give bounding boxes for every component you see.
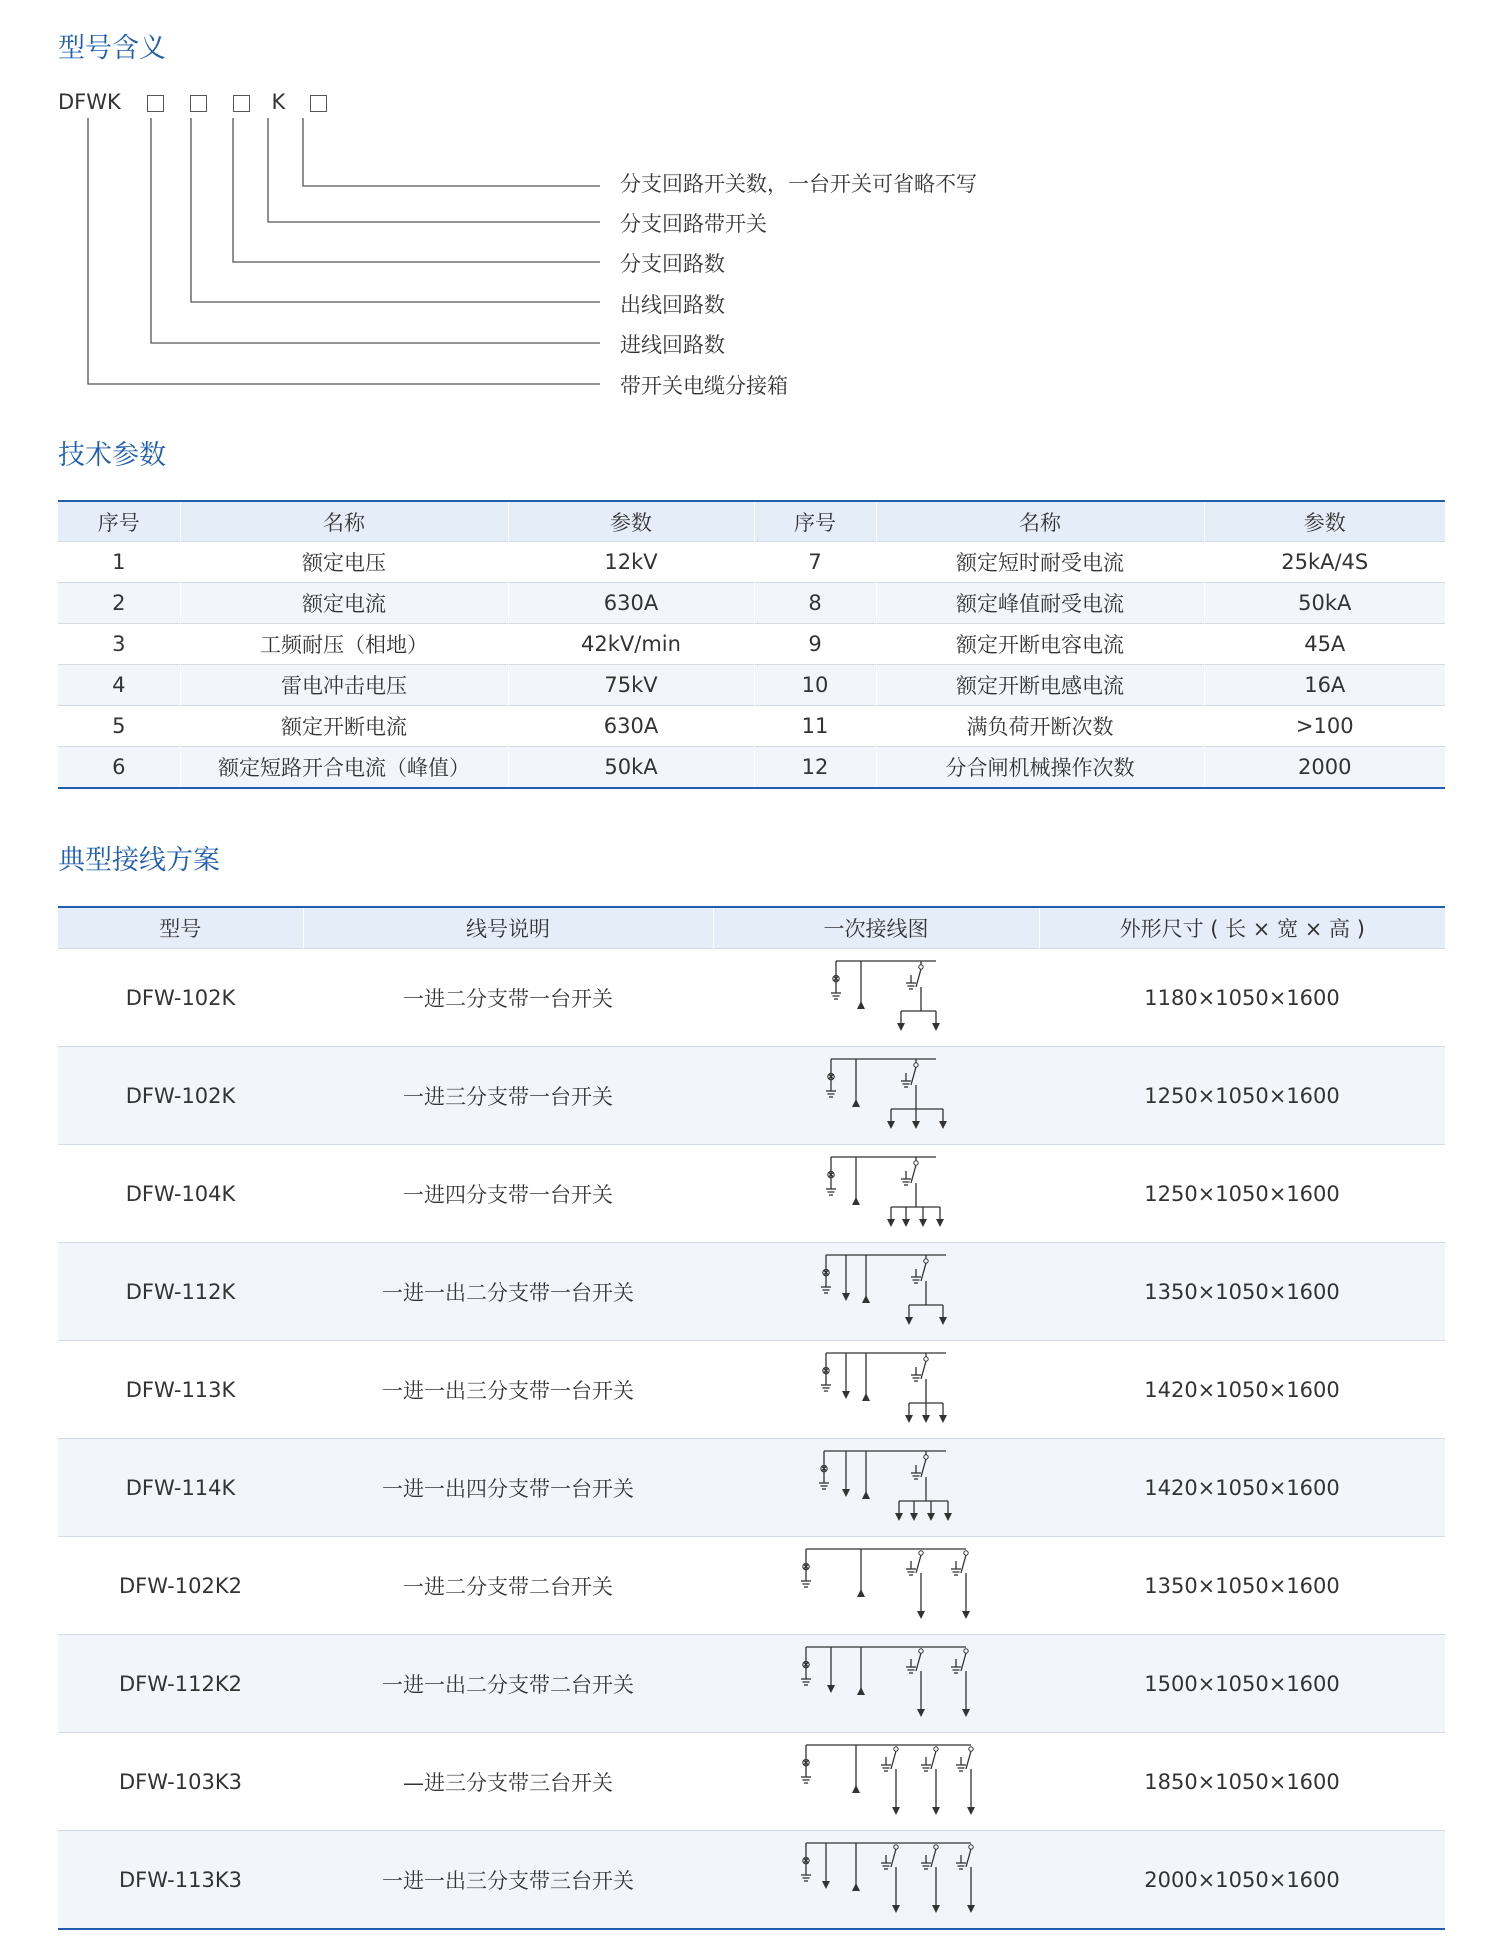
table-cell: 12 (754, 747, 876, 789)
meaning-label-4: 出线回路数 (620, 293, 725, 317)
outgoing-arrow (895, 1513, 903, 1521)
table-row (58, 624, 1445, 665)
table-row (58, 1145, 1445, 1243)
diagram-line (961, 1653, 966, 1671)
table-cell: 额定峰值耐受电流 (876, 583, 1204, 624)
outgoing-arrow (892, 1807, 900, 1815)
incoming-arrow (852, 1785, 860, 1793)
outgoing-arrow (917, 1611, 925, 1619)
section-title-tech-params: 技术参数 (58, 440, 166, 471)
outgoing-arrow (902, 1219, 910, 1227)
diagram-line (916, 1555, 921, 1573)
scheme-header-row (58, 907, 1445, 949)
params-header-cell: 参数 (508, 501, 754, 542)
meaning-label-1: 分支回路开关数，一台开关可省略不写 (620, 172, 977, 196)
table-cell: 1 (58, 542, 180, 583)
switch-contact-icon (924, 1356, 928, 1360)
outgoing-arrow (905, 1317, 913, 1325)
table-cell: 3 (58, 624, 180, 665)
params-header-cell: 参数 (1204, 501, 1445, 542)
wiring-diagram (713, 949, 1039, 1047)
table-cell: 2000 (1204, 747, 1445, 789)
incoming-arrow (857, 1687, 865, 1695)
table-cell: 7 (754, 542, 876, 583)
incoming-arrow (852, 1197, 860, 1205)
outgoing-arrow (842, 1489, 850, 1497)
switch-contact-icon (919, 964, 923, 968)
scheme-desc: 一进四分支带一台开关 (303, 1145, 713, 1243)
table-cell: 10 (754, 665, 876, 706)
scheme-model: DFW-113K3 (58, 1831, 303, 1930)
outgoing-arrow (822, 1881, 830, 1889)
params-header-cell: 序号 (754, 501, 876, 542)
incoming-arrow (852, 1099, 860, 1107)
scheme-model: DFW-113K (58, 1341, 303, 1439)
switch-contact-icon (934, 1844, 938, 1848)
model-code-prefix: DFWK (58, 90, 121, 114)
switch-contact-icon (969, 1746, 973, 1750)
table-cell: 50kA (508, 747, 754, 789)
table-cell: 8 (754, 583, 876, 624)
outgoing-arrow (932, 1023, 940, 1031)
table-cell: 6 (58, 747, 180, 789)
switch-contact-icon (919, 1648, 923, 1652)
scheme-model: DFW-102K (58, 1047, 303, 1145)
wiring-scheme-table (58, 906, 1445, 1930)
outgoing-arrow (927, 1513, 935, 1521)
table-row (58, 1439, 1445, 1537)
outgoing-arrow (910, 1513, 918, 1521)
table-cell: 满负荷开断次数 (876, 706, 1204, 747)
table-row (58, 1243, 1445, 1341)
outgoing-arrow (962, 1709, 970, 1717)
model-meaning-lines (0, 0, 1500, 400)
diagram-line (891, 1849, 896, 1867)
table-cell: 雷电冲击电压 (180, 665, 508, 706)
scheme-size: 1420×1050×1600 (1039, 1439, 1445, 1537)
diagram-line (911, 1165, 916, 1183)
table-cell: 42kV/min (508, 624, 754, 665)
wiring-diagram-svg (726, 1835, 1026, 1925)
table-row (58, 1047, 1445, 1145)
outgoing-arrow (842, 1391, 850, 1399)
table-cell: 25kA/4S (1204, 542, 1445, 583)
table-row (58, 747, 1445, 789)
outgoing-arrow (887, 1219, 895, 1227)
scheme-size: 1350×1050×1600 (1039, 1243, 1445, 1341)
diagram-line (891, 1751, 896, 1769)
scheme-size: 2000×1050×1600 (1039, 1831, 1445, 1930)
scheme-model: DFW-114K (58, 1439, 303, 1537)
scheme-desc: 一进一出四分支带一台开关 (303, 1439, 713, 1537)
wiring-diagram-svg (726, 1639, 1026, 1729)
outgoing-arrow (827, 1685, 835, 1693)
table-cell: 额定开断电感电流 (876, 665, 1204, 706)
table-cell: 16A (1204, 665, 1445, 706)
outgoing-arrow (905, 1415, 913, 1423)
table-cell: 12kV (508, 542, 754, 583)
tech-params-table (58, 500, 1445, 789)
wiring-diagram-svg (726, 1443, 1026, 1533)
scheme-size: 1250×1050×1600 (1039, 1145, 1445, 1243)
section-title-wiring-schemes: 典型接线方案 (58, 845, 220, 876)
scheme-size: 1250×1050×1600 (1039, 1047, 1445, 1145)
outgoing-arrow (842, 1293, 850, 1301)
wiring-diagram-svg (726, 1345, 1026, 1435)
incoming-arrow (857, 1001, 865, 1009)
table-cell: 额定电压 (180, 542, 508, 583)
incoming-arrow (862, 1491, 870, 1499)
outgoing-arrow (919, 1219, 927, 1227)
table-cell: 4 (58, 665, 180, 706)
diagram-line (911, 1067, 916, 1085)
outgoing-arrow (922, 1415, 930, 1423)
outgoing-arrow (932, 1807, 940, 1815)
switch-contact-icon (894, 1746, 898, 1750)
scheme-size: 1350×1050×1600 (1039, 1537, 1445, 1635)
wiring-diagram (713, 1341, 1039, 1439)
switch-contact-icon (934, 1746, 938, 1750)
scheme-model: DFW-112K2 (58, 1635, 303, 1733)
outgoing-arrow (939, 1415, 947, 1423)
outgoing-arrow (897, 1023, 905, 1031)
table-row (58, 542, 1445, 583)
scheme-desc: 一进一出二分支带一台开关 (303, 1243, 713, 1341)
wiring-diagram (713, 1831, 1039, 1930)
table-cell: 额定短时耐受电流 (876, 542, 1204, 583)
table-row (58, 1831, 1445, 1930)
table-row (58, 1635, 1445, 1733)
scheme-model: DFW-112K (58, 1243, 303, 1341)
table-cell: 额定电流 (180, 583, 508, 624)
table-cell: 工频耐压（相地） (180, 624, 508, 665)
switch-contact-icon (964, 1648, 968, 1652)
scheme-size: 1180×1050×1600 (1039, 949, 1445, 1047)
scheme-header-cell: 一次接线图 (713, 907, 1039, 949)
diagram-line (966, 1751, 971, 1769)
switch-contact-icon (919, 1550, 923, 1554)
wiring-diagram-svg (726, 1051, 1026, 1141)
table-row (58, 949, 1445, 1047)
scheme-model: DFW-102K (58, 949, 303, 1047)
scheme-model: DFW-103K3 (58, 1733, 303, 1831)
wiring-diagram (713, 1145, 1039, 1243)
outgoing-arrow (917, 1709, 925, 1717)
wiring-diagram-svg (726, 1149, 1026, 1239)
outgoing-arrow (912, 1121, 920, 1129)
table-cell: 630A (508, 583, 754, 624)
table-row (58, 706, 1445, 747)
scheme-header-cell: 型号 (58, 907, 303, 949)
switch-contact-icon (924, 1258, 928, 1262)
params-header-cell: 序号 (58, 501, 180, 542)
table-cell: >100 (1204, 706, 1445, 747)
model-code-letter: K (271, 90, 286, 114)
outgoing-arrow (932, 1905, 940, 1913)
outgoing-arrow (967, 1807, 975, 1815)
table-row (58, 1341, 1445, 1439)
diagram-line (921, 1459, 926, 1477)
table-cell: 额定开断电流 (180, 706, 508, 747)
scheme-desc: 一进一出二分支带二台开关 (303, 1635, 713, 1733)
meaning-label-2: 分支回路带开关 (620, 212, 767, 236)
meaning-label-5: 进线回路数 (620, 333, 725, 357)
table-cell: 45A (1204, 624, 1445, 665)
scheme-size: 1420×1050×1600 (1039, 1341, 1445, 1439)
incoming-arrow (852, 1883, 860, 1891)
incoming-arrow (862, 1295, 870, 1303)
params-header-row (58, 501, 1445, 542)
diagram-line (931, 1751, 936, 1769)
scheme-desc: 一进二分支带一台开关 (303, 949, 713, 1047)
table-row (58, 665, 1445, 706)
outgoing-arrow (892, 1905, 900, 1913)
wiring-diagram-svg (726, 1737, 1026, 1827)
scheme-model: DFW-102K2 (58, 1537, 303, 1635)
params-header-cell: 名称 (180, 501, 508, 542)
wiring-diagram-svg (726, 953, 1026, 1043)
params-header-cell: 名称 (876, 501, 1204, 542)
scheme-desc: 一进一出三分支带三台开关 (303, 1831, 713, 1930)
table-cell: 额定开断电容电流 (876, 624, 1204, 665)
scheme-header-cell: 线号说明 (303, 907, 713, 949)
table-row (58, 1537, 1445, 1635)
scheme-desc: —进三分支带三台开关 (303, 1733, 713, 1831)
scheme-desc: 一进一出三分支带一台开关 (303, 1341, 713, 1439)
scheme-size: 1850×1050×1600 (1039, 1733, 1445, 1831)
switch-contact-icon (894, 1844, 898, 1848)
switch-contact-icon (914, 1160, 918, 1164)
outgoing-arrow (962, 1611, 970, 1619)
incoming-arrow (857, 1589, 865, 1597)
table-cell: 50kA (1204, 583, 1445, 624)
meaning-label-3: 分支回路数 (620, 252, 725, 276)
outgoing-arrow (887, 1121, 895, 1129)
diagram-line (931, 1849, 936, 1867)
scheme-desc: 一进二分支带二台开关 (303, 1537, 713, 1635)
diagram-line (921, 1263, 926, 1281)
wiring-diagram (713, 1733, 1039, 1831)
table-cell: 75kV (508, 665, 754, 706)
scheme-size: 1500×1050×1600 (1039, 1635, 1445, 1733)
table-row (58, 583, 1445, 624)
switch-contact-icon (914, 1062, 918, 1066)
scheme-header-cell: 外形尺寸 ( 长 × 宽 × 高 ) (1039, 907, 1445, 949)
wiring-diagram (713, 1243, 1039, 1341)
table-cell: 2 (58, 583, 180, 624)
diagram-line (916, 1653, 921, 1671)
outgoing-arrow (936, 1219, 944, 1227)
wiring-diagram (713, 1439, 1039, 1537)
diagram-line (966, 1849, 971, 1867)
wiring-diagram (713, 1635, 1039, 1733)
outgoing-arrow (944, 1513, 952, 1521)
outgoing-arrow (967, 1905, 975, 1913)
section-title-model-meaning: 型号含义 (58, 33, 166, 64)
incoming-arrow (862, 1393, 870, 1401)
diagram-line (961, 1555, 966, 1573)
diagram-line (916, 969, 921, 987)
table-cell: 630A (508, 706, 754, 747)
switch-contact-icon (964, 1550, 968, 1554)
wiring-diagram-svg (726, 1541, 1026, 1631)
table-cell: 9 (754, 624, 876, 665)
switch-contact-icon (969, 1844, 973, 1848)
table-cell: 额定短路开合电流（峰值） (180, 747, 508, 789)
wiring-diagram (713, 1047, 1039, 1145)
diagram-line (921, 1361, 926, 1379)
outgoing-arrow (939, 1317, 947, 1325)
scheme-model: DFW-104K (58, 1145, 303, 1243)
scheme-desc: 一进三分支带一台开关 (303, 1047, 713, 1145)
table-cell: 11 (754, 706, 876, 747)
table-cell: 5 (58, 706, 180, 747)
table-cell: 分合闸机械操作次数 (876, 747, 1204, 789)
wiring-diagram-svg (726, 1247, 1026, 1337)
meaning-label-6: 带开关电缆分接箱 (620, 374, 788, 398)
table-row (58, 1733, 1445, 1831)
switch-contact-icon (924, 1454, 928, 1458)
wiring-diagram (713, 1537, 1039, 1635)
outgoing-arrow (939, 1121, 947, 1129)
